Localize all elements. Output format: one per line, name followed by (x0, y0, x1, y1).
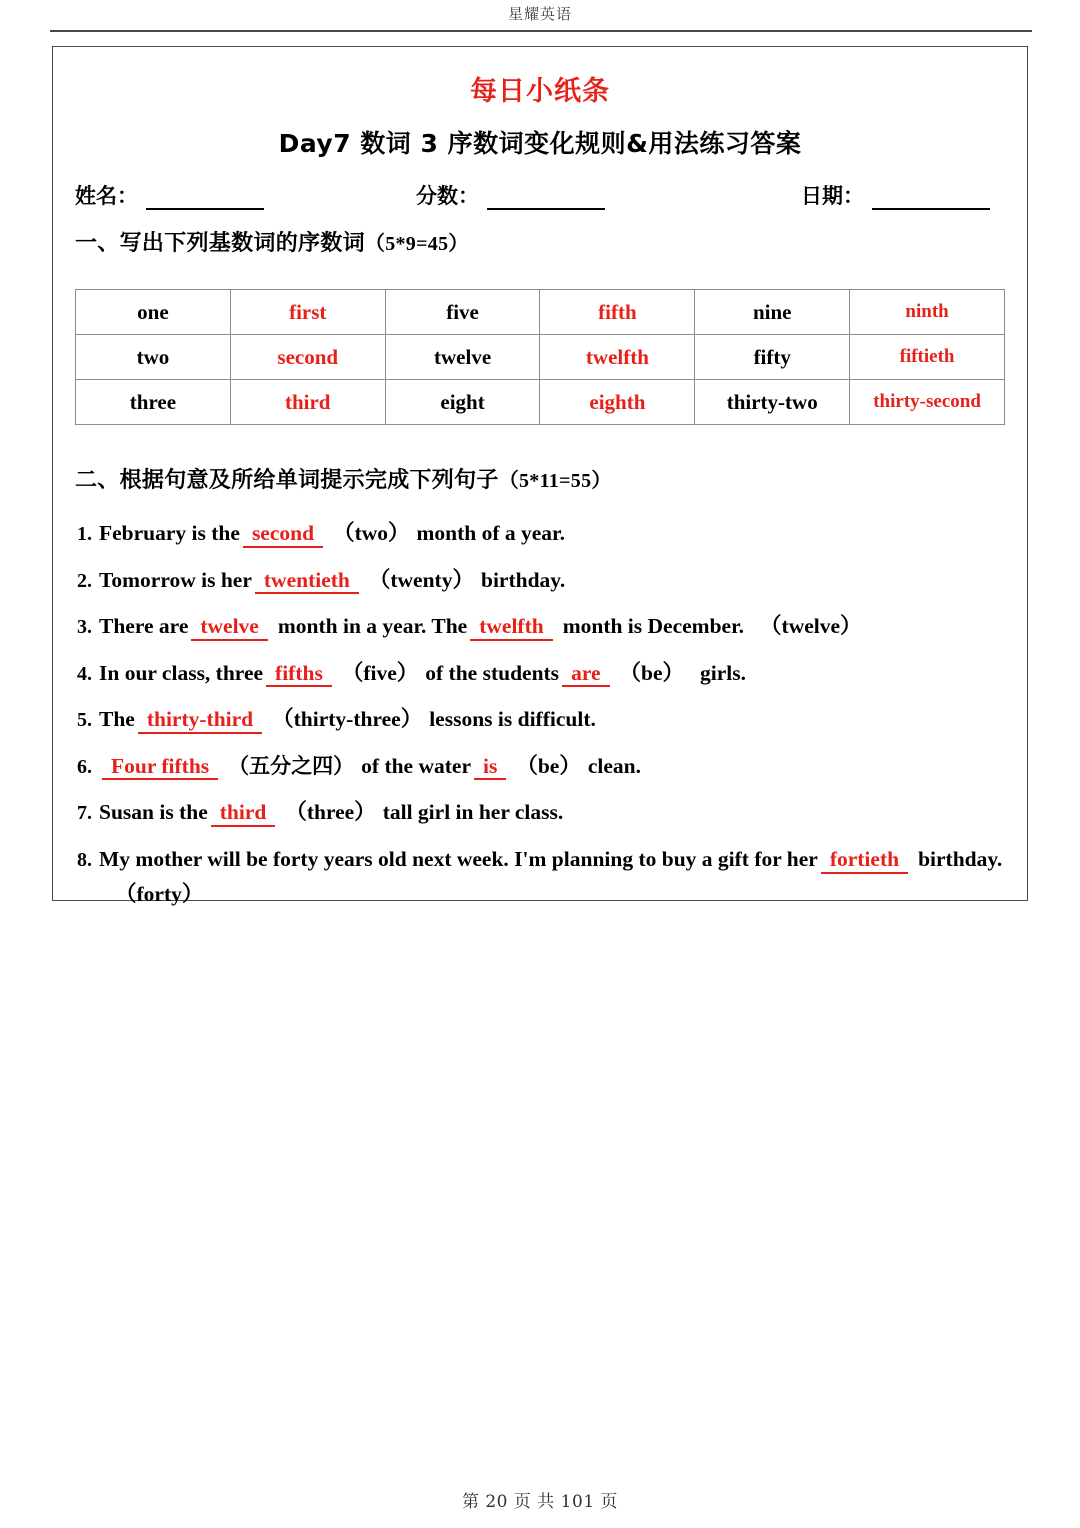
date-input-blank[interactable] (872, 188, 990, 210)
question-4-text-1: In our class, three (99, 660, 264, 685)
section-1-points: （5*9=45） (364, 233, 469, 255)
question-7 (77, 801, 1007, 827)
question-6-answer-1[interactable]: Four fifths (102, 755, 218, 781)
ordinals-table (75, 289, 1005, 425)
table-cell: two (76, 335, 231, 380)
question-8-continued (115, 881, 1007, 906)
question-5-number: 5. (77, 709, 92, 732)
name-label: 姓名： (75, 184, 138, 208)
question-2-text-2: birthday. (480, 567, 566, 592)
ordinals-table-wrap (53, 289, 1027, 425)
question-8-number: 8. (77, 848, 92, 871)
question-6-hint-2: （be） (516, 753, 581, 778)
table-row (76, 380, 1005, 425)
question-3-text-2: month in a year. The (277, 614, 468, 639)
table-row (76, 335, 1005, 380)
question-6-number: 6. (77, 755, 92, 778)
table-cell-answer: second (230, 335, 385, 380)
question-8-text-1: My mother will be forty years old next week. I'm planning to buy a gift for her (99, 846, 818, 871)
question-2-number: 2. (77, 569, 92, 592)
worksheet-subtitle: Day7 数词 3 序数词变化规则&用法练习答案 (278, 129, 802, 158)
name-input-blank[interactable] (146, 188, 264, 210)
table-cell-answer: ninth (850, 290, 1005, 335)
question-7-number: 7. (77, 802, 92, 825)
table-cell-answer: fiftieth (850, 335, 1005, 380)
question-1-number: 1. (77, 523, 92, 545)
question-4-text-3: girls. (700, 660, 747, 685)
table-cell-answer: eighth (540, 380, 695, 425)
name-field[interactable] (75, 180, 264, 210)
question-4-number: 4. (77, 662, 92, 685)
question-4-hint-2: （be） (619, 660, 685, 685)
table-cell-answer: third (230, 380, 385, 425)
question-2 (77, 569, 1007, 595)
table-cell: eight (385, 380, 540, 425)
question-8 (77, 848, 1007, 874)
question-2-answer-1[interactable]: twentieth (255, 569, 359, 595)
worksheet-title: 每日小纸条 (470, 76, 610, 107)
section-2-points: （5*11=55） (498, 470, 612, 492)
date-field[interactable] (801, 180, 990, 210)
question-4 (77, 662, 1007, 688)
table-cell: nine (695, 290, 850, 335)
section-2-title: 二、根据句意及所给单词提示完成下列句子 (75, 468, 499, 493)
table-cell: twelve (385, 335, 540, 380)
table-cell: three (76, 380, 231, 425)
question-6-answer-2[interactable]: is (474, 755, 506, 781)
question-2-text-1: Tomorrow is her (99, 567, 252, 592)
ordinals-table-body (76, 290, 1005, 425)
date-label: 日期： (801, 184, 864, 208)
question-6 (77, 755, 1007, 781)
question-1 (77, 522, 1007, 548)
question-3 (77, 615, 1007, 641)
worksheet-sheet (52, 46, 1028, 906)
table-cell: one (76, 290, 231, 335)
question-3-text-3: month is December. (562, 614, 745, 639)
question-5-text-2: lessons is difficult. (429, 707, 596, 732)
question-4-answer-2[interactable]: are (562, 662, 609, 688)
table-cell-answer: twelfth (540, 335, 695, 380)
question-7-text-2: tall girl in her class. (382, 800, 564, 825)
question-7-text-1: Susan is the (99, 800, 208, 825)
page-footer (0, 1487, 1080, 1512)
section-1-heading (53, 226, 1027, 257)
running-header (0, 0, 1080, 32)
table-cell: fifty (695, 335, 850, 380)
table-cell: five (385, 290, 540, 335)
question-6-hint-1: （五分之四） (228, 753, 355, 778)
question-2-hint-1: （twenty） (368, 567, 474, 592)
table-cell-answer: thirty-second (850, 380, 1005, 425)
question-3-number: 3. (77, 616, 92, 639)
question-4-answer-1[interactable]: fifths (266, 662, 332, 688)
question-3-answer-2[interactable]: twelfth (470, 615, 552, 641)
question-8-hint-1: （forty） (115, 881, 204, 906)
score-label: 分数： (416, 184, 479, 208)
question-5 (77, 708, 1007, 734)
question-1-answer-1[interactable]: second (243, 522, 323, 548)
question-6-text-1: of the water (361, 753, 471, 778)
question-5-text-1: The (99, 707, 135, 732)
table-row (76, 290, 1005, 335)
question-1-text-1: February is the (99, 521, 240, 545)
section-2-heading (53, 463, 1027, 494)
question-3-answer-1[interactable]: twelve (191, 615, 268, 641)
question-4-hint-1: （five） (341, 660, 419, 685)
question-5-answer-1[interactable]: thirty-third (138, 708, 262, 734)
table-cell-answer: fifth (540, 290, 695, 335)
question-8-text-2: birthday. (918, 846, 1003, 871)
running-header-title: 星耀英语 (507, 5, 572, 23)
page-number-text: 第 20 页 共 101 页 (461, 1492, 619, 1512)
questions-list (53, 522, 1027, 905)
question-5-hint-1: （thirty-three） (272, 707, 423, 732)
table-cell: thirty-two (695, 380, 850, 425)
table-cell-answer: first (230, 290, 385, 335)
question-3-text-1: There are (99, 614, 189, 639)
header-divider (50, 30, 1032, 32)
question-1-hint-1: （two） (333, 521, 410, 545)
question-8-answer-1[interactable]: fortieth (821, 848, 908, 874)
section-1-title: 一、写出下列基数词的序数词 (75, 231, 365, 256)
meta-row (53, 180, 1027, 210)
question-6-text-2: clean. (587, 753, 642, 778)
question-7-answer-1[interactable]: third (211, 801, 276, 827)
question-7-hint-1: （three） (285, 800, 376, 825)
question-1-text-2: month of a year. (416, 521, 566, 545)
question-3-hint-1: （twelve） (760, 614, 862, 639)
question-4-text-2: of the students (425, 660, 560, 685)
score-input-blank[interactable] (487, 188, 605, 210)
score-field[interactable] (416, 180, 605, 210)
